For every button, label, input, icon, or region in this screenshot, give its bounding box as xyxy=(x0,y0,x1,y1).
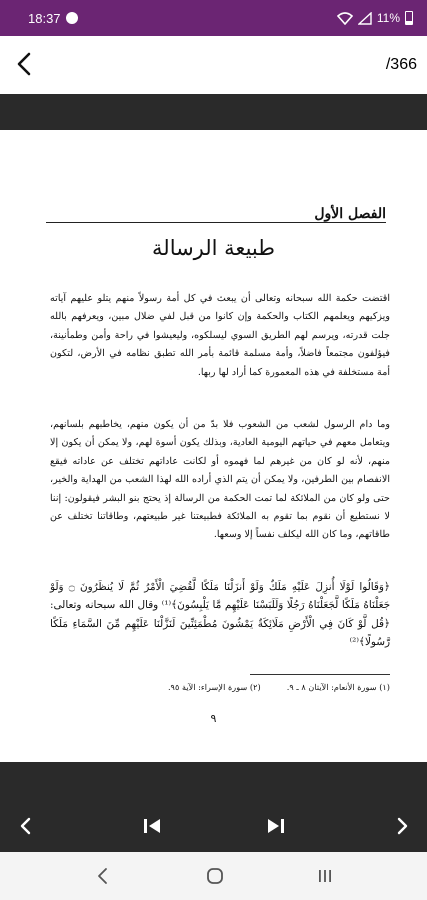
page-indicator: /366 xyxy=(385,56,417,73)
chevron-left-icon[interactable] xyxy=(10,48,42,80)
battery-level: 11% xyxy=(376,11,400,25)
footnote-1: (١) سورة الأنعام: الآيتان ٨ ـ ٩. xyxy=(286,682,390,692)
status-icons xyxy=(337,10,413,26)
footnote-rule xyxy=(250,674,390,675)
status-bar xyxy=(0,0,427,36)
chevron-right-icon[interactable] xyxy=(390,814,414,838)
app-toolbar xyxy=(0,36,427,94)
skip-previous-icon[interactable] xyxy=(140,814,164,838)
paragraph-1: اقتضت حكمة الله سبحانه وتعالى أن يبعث في كل أمة رسولاً منهم يتلو عليهم آياته ويزكيهم ويعلمهم الكتاب والحكمة وإن كانوا من قبل لفي ضلال مبين، ويعرفهم بالله جلت قدرته، ويرسم لهم الطريق السوي ليسلكوه، وليعيشوا في راحة وأمن وطمأنينة، فيؤلفون مجتمعاً فاضلاً، وأمة مسلمة قائمة بأمر الله تطبق نظامه في الأرض، لتكون أمة مستخلفة في هذه المعمورة كما أراد لها ربها. xyxy=(50,293,390,378)
notification-icon xyxy=(66,12,78,24)
system-back-icon[interactable] xyxy=(92,865,114,887)
signal-icon xyxy=(358,12,372,25)
battery-icon xyxy=(405,11,413,25)
page-number: ٩ xyxy=(210,712,217,725)
home-icon[interactable] xyxy=(204,865,226,887)
skip-next-icon[interactable] xyxy=(264,814,288,838)
reader-controls xyxy=(0,762,427,852)
toolbar-divider xyxy=(0,94,427,130)
wifi-icon xyxy=(337,12,353,25)
section-title: طبيعة الرسالة xyxy=(152,236,275,260)
chapter-rule xyxy=(46,222,386,223)
chevron-left-icon[interactable] xyxy=(14,814,38,838)
chapter-title: الفصل الأول xyxy=(314,206,386,222)
status-time: 18:37 xyxy=(28,11,61,26)
quran-verse: ﴿وَقَالُوا لَوْلَا أُنزِلَ عَلَيْهِ مَلَكٌ وَلَوْ أَنزَلْنَا مَلَكًا لَّقُضِيَ الْأَمْرُ ثُمَّ لَا يُنظَرُونَ ۝ وَلَوْ جَعَلْنَاهُ مَلَكًا لَّجَعَلْنَاهُ رَجُلًا وَلَلَبَسْنَا عَلَيْهِم مَّا يَلْبِسُونَ﴾⁽¹⁾ وقال الله سبحانه وتعالى: ﴿قُل لَّوْ كَانَ فِي الْأَرْضِ مَلَائِكَةٌ يَمْشُونَ مُطْمَئِنِّينَ لَنَزَّلْنَا عَلَيْهِم مِّنَ السَّمَاءِ مَلَكًا رَّسُولًا﴾⁽²⁾ xyxy=(50,581,391,649)
system-navigation-bar xyxy=(0,852,427,900)
chapter-header xyxy=(46,206,386,224)
footnote-2: (٢) سورة الإسراء: الآية ٩٥. xyxy=(167,682,261,692)
page-viewer[interactable] xyxy=(0,130,427,762)
paragraph-2: وما دام الرسول لشعب من الشعوب فلا بدّ من أن يكون منهم، يخاطبهم بلسانهم، ويتعامل معهم في حياتهم اليومية العادية، وبذلك يكون أسوة لهم، ولا يمكن أن يكون إلا منهم، لأنه لو كان من غيرهم لما فهموه أو لكانت عاداتهم تختلف عن عاداته فيقع الانفصام بين الطرفين، ولا يمكن أن يتم الذي أراده الله لهذا الشعب من الهداية والخير، حتى ولو كان من الملائكة لما تمت الحكمة من الرسالة إذ يحتج بنو البشر فيقولون: إننا لا نستطيع أن نقوم بما تقوم به الملائكة فطبيعتنا غير طبيعتهم، وطاقاتنا تختلف عن طاقاتهم، وما كان الله ليكلف نفساً إلا وسعها. xyxy=(50,419,390,541)
footnotes xyxy=(50,682,390,692)
recent-apps-icon[interactable] xyxy=(314,865,336,887)
